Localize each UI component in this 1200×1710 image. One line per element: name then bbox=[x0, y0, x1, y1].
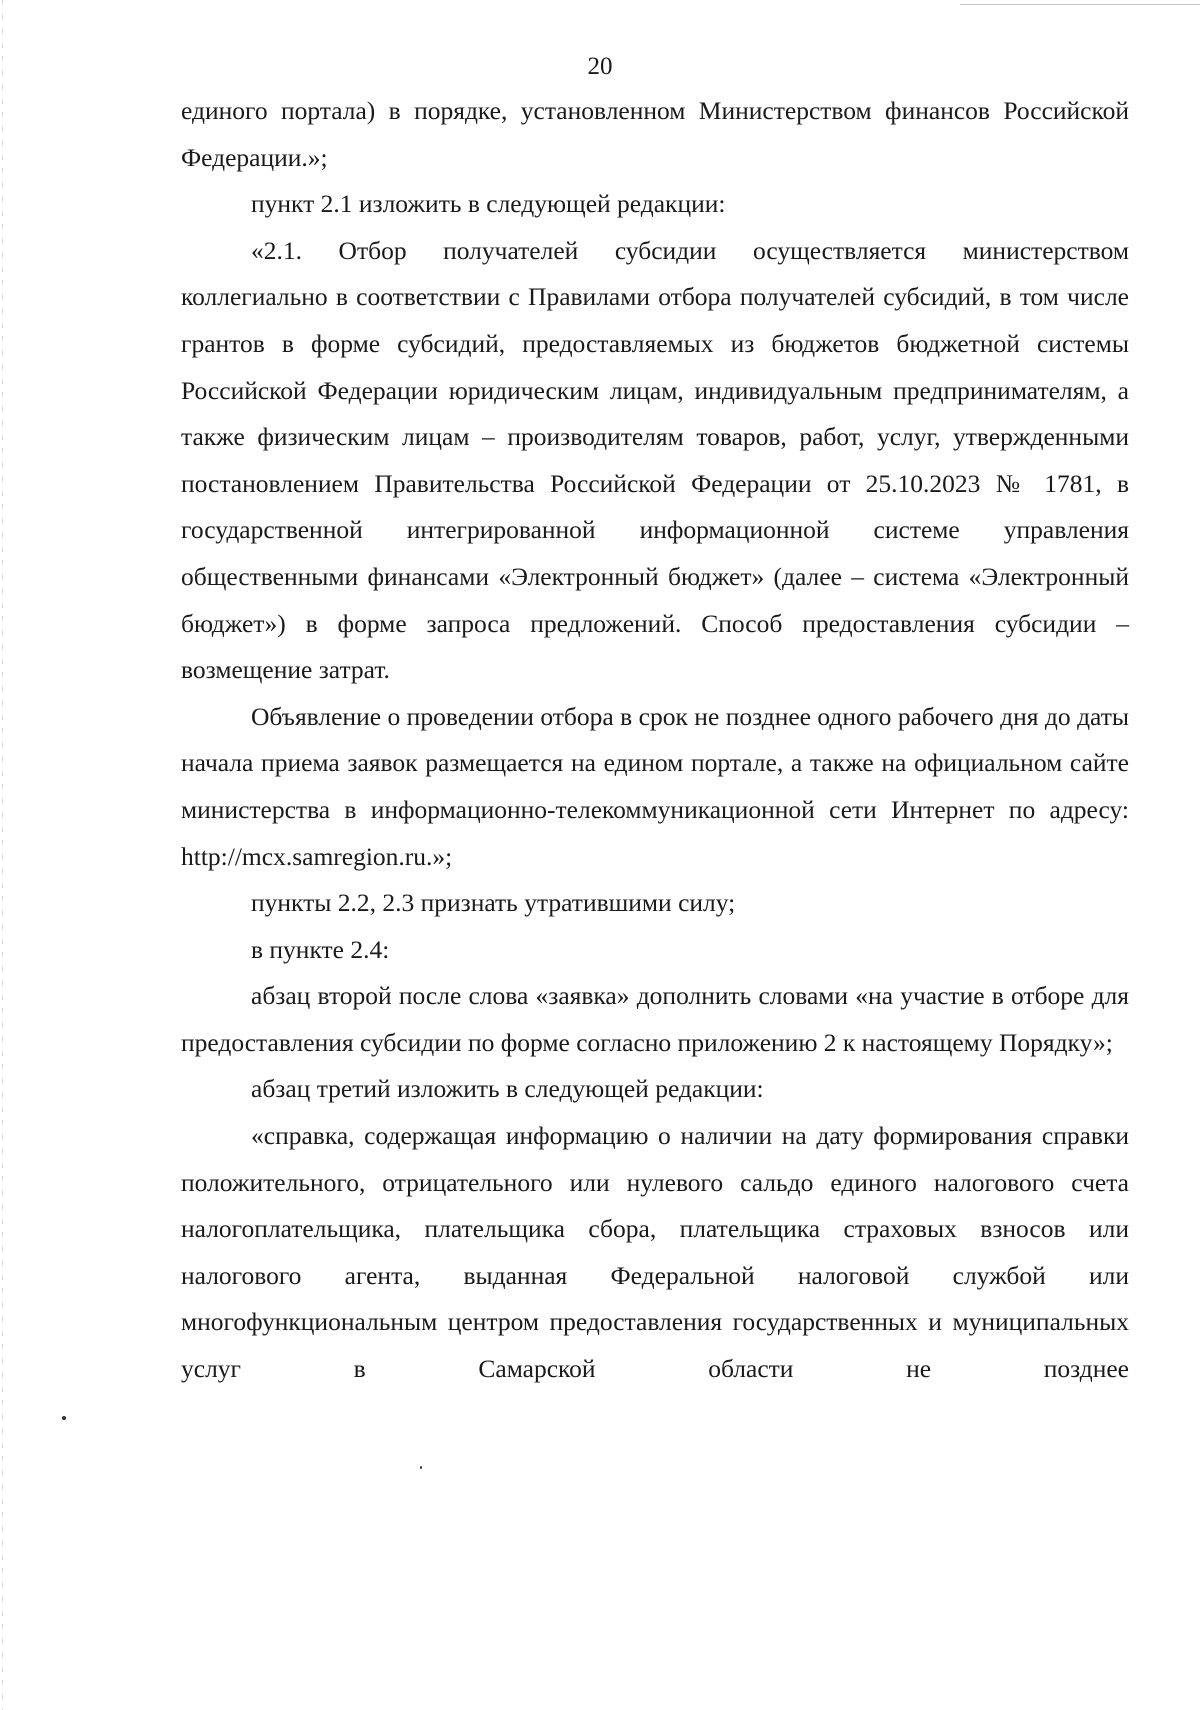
scan-edge-left bbox=[2, 0, 3, 1710]
paragraph: пункты 2.2, 2.3 признать утратившими силу; bbox=[251, 888, 736, 918]
paragraph: единого портала) в порядке, установленном Министерством финансов Российской Федерации.»; bbox=[181, 96, 1129, 172]
paragraph: Объявление о проведении отбора в срок не позднее одного рабочего дня до даты начала приема заявок размещается на едином портале, а также на официальном сайте министерства в информационно-телекоммуникационной сети Интернет по адресу: http://mcx.samregion.ru.»; bbox=[181, 701, 1129, 871]
scan-speck bbox=[62, 1416, 66, 1420]
paragraph: абзац третий изложить в следующей редакции: bbox=[251, 1074, 764, 1104]
scan-speck bbox=[420, 1466, 422, 1469]
paragraph: «2.1. Отбор получателей субсидии осуществляется министерством коллегиально в соответствии с Правилами отбора получателей субсидий, в том числе грантов в форме субсидий, предоставляемых из бюджетов бюджетной системы Российской Федерации юридическим лицам, индивидуальным предпринимателям, а также физическим лицам – производителям товаров, работ, услуг, утвержденными постановлением Правительства Российской Федерации от 25.10.2023 № 1781, в государственной интегрированной информационной системе управления общественными финансами «Электронный бюджет» (далее – система «Электронный бюджет») в форме запроса предложений. Способ предоставления субсидии – возмещение затрат. bbox=[181, 235, 1129, 685]
document-body bbox=[181, 88, 1129, 1393]
paragraph: в пункте 2.4: bbox=[251, 934, 390, 964]
paragraph: абзац второй после слова «заявка» дополнить словами «на участие в отборе для предоставления субсидии по форме согласно приложению 2 к настоящему Порядку»; bbox=[181, 981, 1129, 1057]
paragraph: пункт 2.1 изложить в следующей редакции: bbox=[251, 189, 726, 219]
paragraph: «справка, содержащая информацию о наличии на дату формирования справки положительного, отрицательного или нулевого сальдо единого налогового счета налогоплательщика, плательщика сбора, плательщика страховых взносов или налогового агента, выданная Федеральной налоговой службой или многофункциональным центром предоставления государственных и муниципальных услуг в Самарской области не позднее bbox=[181, 1121, 1129, 1384]
scan-edge-top bbox=[960, 4, 1200, 5]
page-number: 20 bbox=[587, 53, 613, 80]
